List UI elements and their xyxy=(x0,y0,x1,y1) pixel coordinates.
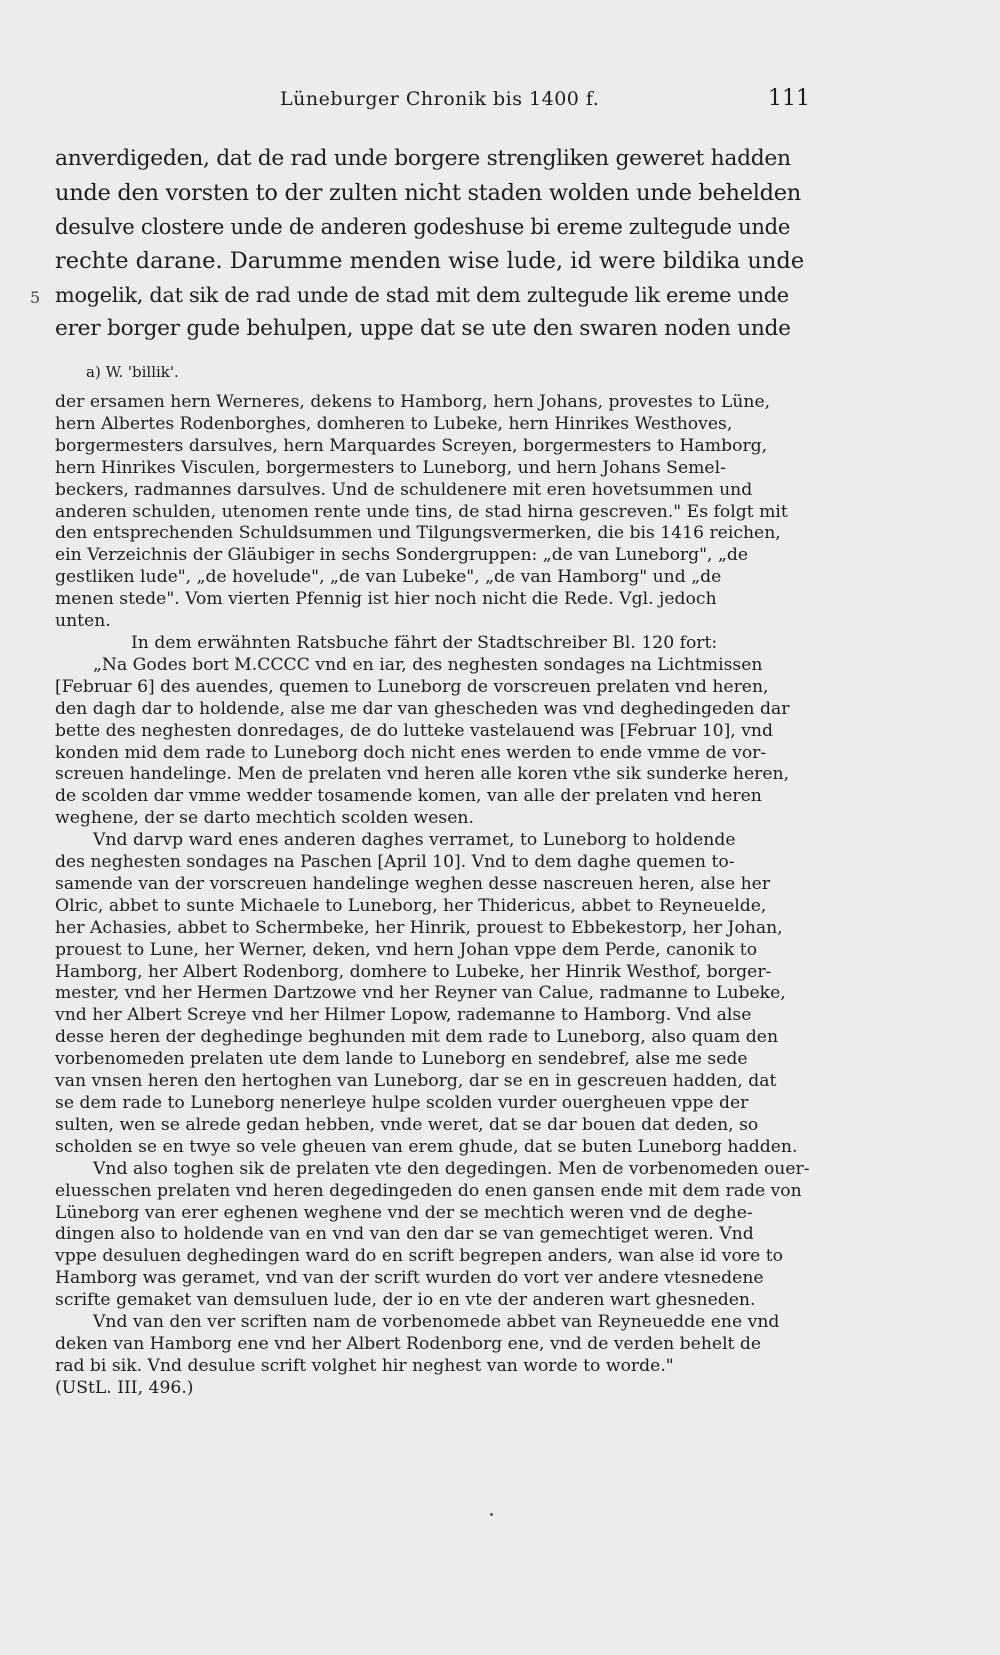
quote-line: Lüneborg van erer eghenen weghene vnd der se mechtich weren vnd de deghe- xyxy=(55,1202,753,1223)
quote-line: sulten, wen se alrede gedan hebben, vnde weret, dat se dar bouen dat deden, so xyxy=(55,1114,759,1135)
quote-line: den dagh dar to holdende, alse me dar van gheschеden was vnd deghedingeden dar xyxy=(55,698,790,719)
main-line-5: mogelik, dat sik de rad unde de stad mit dem zultegude lik ereme unde xyxy=(55,283,789,307)
main-line-2: unde den vorsten to der zulten nicht staden wolden unde behelden xyxy=(55,180,801,206)
footnote: a) W. 'billik'. xyxy=(86,363,179,381)
commentary-line: den entsprechenden Schuldsummen und Tilgungsvermerken, die bis 1416 reichen, xyxy=(55,523,781,544)
commentary-line: ein Verzeichnis der Gläubiger in sechs Sondergruppen: „de van Luneborg", „de xyxy=(55,545,749,566)
quote-line: dingen also to holdende van en vnd van den dar se van gemechtiget weren. Vnd xyxy=(55,1224,754,1245)
quote-line: se dem rade to Luneborg nenerleye hulpe scolden vurder ouergheuen vppe der xyxy=(55,1093,749,1113)
quote-line: Vnd also toghen sik de prelaten vte den degedingen. Men de vorbenomeden ouer- xyxy=(93,1158,810,1179)
quote-line: screuen handelinge. Men de prelaten vnd heren alle koren vthe sik sunderke heren, xyxy=(55,764,790,785)
quote-line: Hamborg was geramet, vnd van der scrift wurden do vort ver andere vtesnedene xyxy=(55,1268,764,1289)
commentary-line: der ersamen hern Werneres, dekens to Hamborg, hern Johans, provestes to Lüne, xyxy=(55,392,771,412)
quote-line: vnd her Albert Screye vnd her Hilmer Lopow, rademanne to Hamborg. Vnd alse xyxy=(55,1005,752,1026)
quote-line: Vnd van den ver scriften nam de vorbenomede abbet van Reyneuedde ene vnd xyxy=(93,1312,780,1333)
quote-line: van vnsen heren den hertoghen van Luneborg, dar se en in gescreuen hadden, dat xyxy=(55,1071,777,1092)
main-line-6: erer borger gude behulpen, uppe dat se ute den swaren noden unde xyxy=(55,316,791,341)
quote-line: scrifte gemaket van demsuluen lude, der io en vte der anderen wart ghesneden. xyxy=(55,1290,756,1311)
quote-line: Vnd darvp ward enes anderen daghes verramet, to Luneborg to holdende xyxy=(93,830,736,851)
page-number: 111 xyxy=(768,86,810,111)
quote-line: samende van der vorscreuen handelinge weghen desse nascreuen heren, alse her xyxy=(55,873,771,894)
quote-line: prouest to Lune, her Werner, deken, vnd hern Johan vppe dem Perde, canonik to xyxy=(55,939,758,960)
line-number: 5 xyxy=(30,288,41,307)
quote-line: mester, vnd her Hermen Dartzowe vnd her Reyner van Calue, radmanne to Lubeke, xyxy=(55,983,786,1004)
main-line-4: rechte darane. Darumme menden wise lude, id were bildika unde xyxy=(55,248,805,274)
page-header xyxy=(55,86,810,111)
quote-line: des neghesten sondages na Paschen [April 10]. Vnd to dem daghe quemen to- xyxy=(55,852,735,873)
quote-line: vorbenomeden prelaten ute dem lande to Luneborg en sendebref, alse me sede xyxy=(55,1049,748,1070)
quote-line: bette des neghesten donredages, de do luttеke vastelauend was [Februar 10], vnd xyxy=(55,720,774,741)
commentary-line: hern Hinrikes Visculen, borgermesters to Luneborg, und hern Johans Semel- xyxy=(55,457,726,478)
quote-line: scholden se en twye so vele gheuen van erem ghude, dat se buten Luneborg hadden. xyxy=(55,1136,798,1157)
commentary-line: borgermesters darsulves, hern Marquardes Screyen, borgermesters to Hamborg, xyxy=(55,435,768,456)
commentary-line: gestliken lude", „de hovelude", „de van Lubeke", „de van Hamborg" und „de xyxy=(55,567,722,588)
quote-line: eluesschen prelaten vnd heren degedingeden do enen gansen ende mit dem rade von xyxy=(55,1180,802,1201)
quote-line: de scolden dar vmme wedder tosamende komen, van alle der prelaten vnd heren xyxy=(55,786,762,807)
commentary-line: beckers, radmannes darsulves. Und de schuldenere mit eren hovetsummen und xyxy=(55,479,753,500)
quote-line: (UStL. III, 496.) xyxy=(55,1377,194,1398)
commentary-line: unten. xyxy=(55,611,111,632)
commentary-intro-line: In dem erwähnten Ratsbuche fährt der Stadtschreiber Bl. 120 fort: xyxy=(131,632,718,653)
quote-line: vppe desuluen deghedingen ward do en scrift begrepen anders, wan alse id vore to xyxy=(55,1246,783,1267)
main-text xyxy=(55,142,810,346)
quote-line: „Na Godes bort M.CCCC vnd en iar, des neghesten sondages na Lichtmissen xyxy=(93,654,763,675)
commentary-line: hern Albertes Rodenborghes, domheren to Lubeke, hern Hinrikes Westhoves, xyxy=(55,413,733,434)
quote-line: konden mid dem rade to Luneborg doch nicht enes werden to ende vmme de vor- xyxy=(55,742,767,763)
quoted-record xyxy=(55,655,813,1400)
commentary-line: menen stede". Vom vierten Pfennig ist hier noch nicht die Rede. Vgl. jedoch xyxy=(55,589,717,610)
commentary-paragraph xyxy=(55,392,813,633)
quote-line: Olric, abbet to sunte Michaele to Luneborg, her Thidericus, abbet to Reyneuelde, xyxy=(55,895,767,916)
quote-line: rad bi sik. Vnd desulue scrift volghet hir neghest van worde to worde." xyxy=(55,1355,674,1376)
quote-line: weghene, der se darto mechtich scolden wesen. xyxy=(55,808,474,829)
commentary-line: anderen schulden, utenomen rente unde tins, de stad hirna gescreven." Es folgt mit xyxy=(55,501,788,522)
main-line-1: anverdigeden, dat de rad unde borgere strengliken gewеret hadden xyxy=(55,146,791,171)
main-line-3: desulve clostere unde de anderen godeshuse bi ereme zultegude unde xyxy=(55,214,791,239)
commentary-intro xyxy=(55,633,813,655)
commentary xyxy=(55,392,813,1400)
quote-line: her Achasies, abbet to Schermbeke, her Hinrik, prouest to Ebbekestorp, her Johan, xyxy=(55,917,783,938)
quote-line: desse heren der deghedinge beghunden mit dem rade to Luneborg, also quam den xyxy=(55,1027,779,1048)
quote-line: [Februar 6] des auendes, quemen to Luneborg de vorscreuen prelaten vnd heren, xyxy=(55,676,769,697)
quote-line: deken van Hamborg ene vnd her Albert Rodenborg ene, vnd de verden behelt de xyxy=(55,1333,762,1354)
print-speck xyxy=(490,1513,493,1516)
running-title: Lüneburger Chronik bis 1400 f. xyxy=(280,88,600,110)
quote-line: Hamborg, her Albert Rodenborg, domhere to Lubeke, her Hinrik Westhof, borger- xyxy=(55,961,772,982)
